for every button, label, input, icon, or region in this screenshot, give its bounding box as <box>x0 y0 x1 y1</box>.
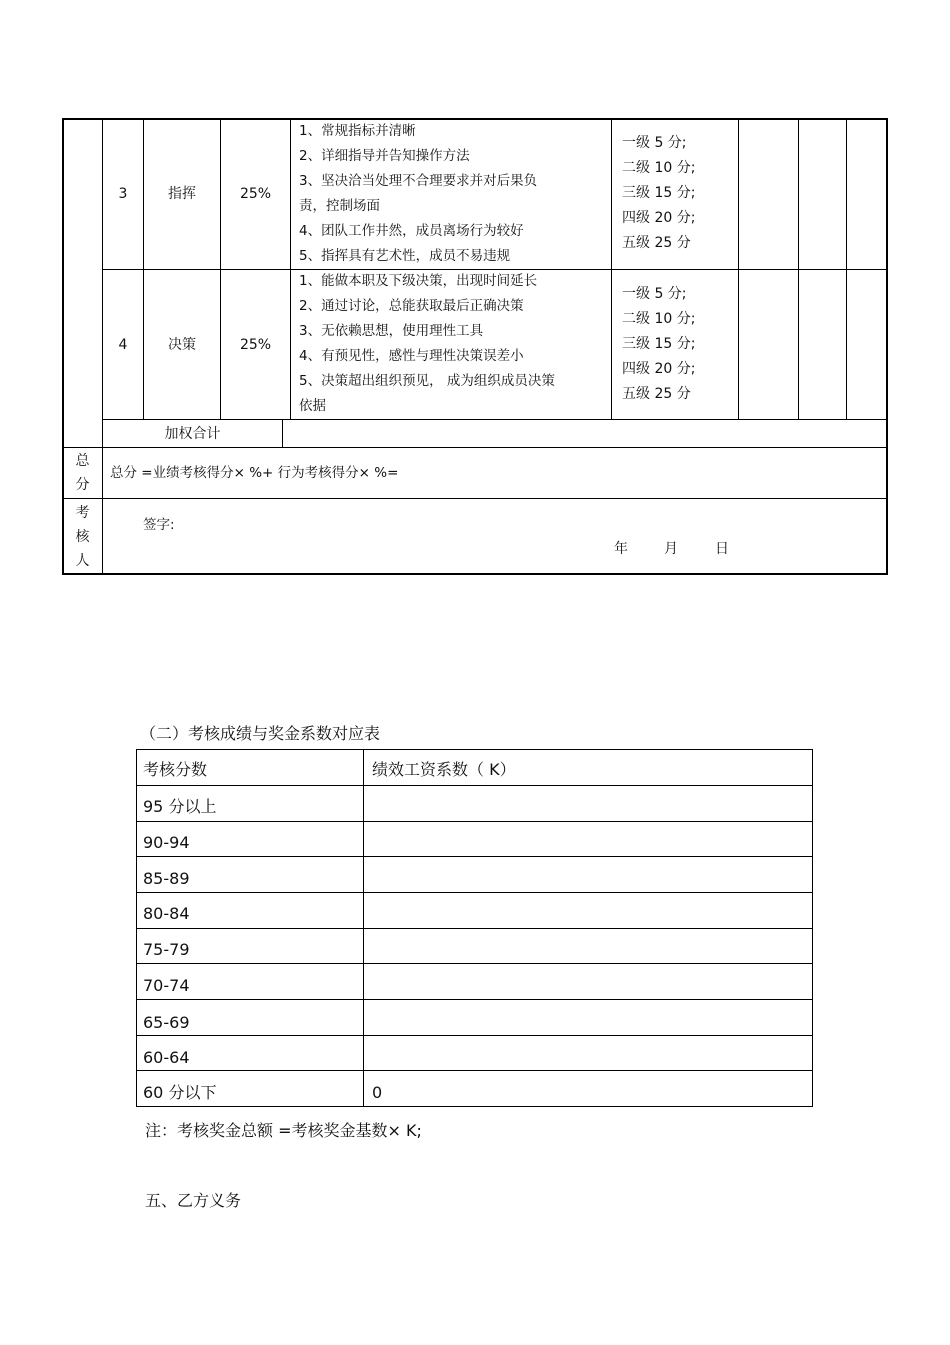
row-divider <box>62 447 887 448</box>
criteria-line: 责，控制场面 <box>299 198 380 214</box>
item-number: 4 <box>118 337 128 353</box>
total-score-label <box>63 449 102 497</box>
date-month: 月 <box>664 541 678 557</box>
label-char: 人 <box>75 553 90 569</box>
col-divider <box>363 749 364 1107</box>
score-cell: 85-89 <box>143 869 190 888</box>
label-char: 核 <box>75 529 90 545</box>
table-border-right <box>886 118 888 575</box>
criteria-line: 5、决策超出组织预见， 成为组织成员决策 <box>299 373 555 389</box>
grade-line: 三级 15 分; <box>622 336 696 352</box>
row-divider <box>102 419 887 420</box>
table-border-bottom <box>62 573 888 575</box>
score-cell: 95 分以上 <box>143 797 217 816</box>
row-divider <box>136 892 813 893</box>
grade-list <box>622 131 695 256</box>
item-number: 3 <box>118 186 128 202</box>
weighted-total-label: 加权合计 <box>164 426 221 442</box>
grade-line: 二级 10 分; <box>622 160 696 176</box>
section-title: 五、乙方义务 <box>145 1191 242 1210</box>
grade-line: 一级 5 分; <box>622 286 687 302</box>
bonus-note: 注：考核奖金总额 =考核奖金基数× K; <box>145 1121 422 1140</box>
header-coefficient: 绩效工资系数（ K） <box>372 760 516 779</box>
row-divider <box>62 498 887 499</box>
row-divider <box>136 1070 813 1071</box>
score-cell: 65-69 <box>143 1013 190 1032</box>
criteria-line: 4、有预见性，感性与理性决策误差小 <box>299 348 524 364</box>
row-divider <box>136 785 813 786</box>
criteria-line: 1、常规指标并清晰 <box>299 123 416 139</box>
row-divider <box>136 1035 813 1036</box>
criteria-line: 5、指挥具有艺术性，成员不易违规 <box>299 248 511 264</box>
criteria-line: 4、团队工作井然，成员离场行为较好 <box>299 223 524 239</box>
grade-line: 五级 25 分 <box>622 235 691 251</box>
criteria-line: 3、无依赖思想，使用理性工具 <box>299 323 484 339</box>
signature-label: 签字: <box>143 517 175 533</box>
row-divider <box>136 963 813 964</box>
grade-line: 一级 5 分; <box>622 135 687 151</box>
header-score: 考核分数 <box>143 760 208 779</box>
date-day: 日 <box>715 541 729 557</box>
criteria-list <box>299 269 555 419</box>
row-divider <box>136 999 813 1000</box>
col-divider <box>282 419 283 448</box>
date-year: 年 <box>614 541 628 557</box>
score-cell: 60-64 <box>143 1048 190 1067</box>
section-title: （二）考核成绩与奖金系数对应表 <box>140 724 381 743</box>
criteria-line: 依据 <box>299 398 326 414</box>
criteria-list <box>299 119 537 269</box>
item-weight: 25% <box>239 337 272 353</box>
row-divider <box>136 749 813 750</box>
criteria-line: 2、详细指导并告知操作方法 <box>299 148 470 164</box>
item-name: 决策 <box>168 337 196 353</box>
grade-list <box>622 282 695 407</box>
grade-line: 三级 15 分; <box>622 185 696 201</box>
grade-line: 四级 20 分; <box>622 210 696 226</box>
grade-line: 五级 25 分 <box>622 386 691 402</box>
criteria-line: 3、坚决洽当处理不合理要求并对后果负 <box>299 173 538 189</box>
score-cell: 70-74 <box>143 976 190 995</box>
criteria-line: 2、通过讨论，总能获取最后正确决策 <box>299 298 524 314</box>
reviewer-label <box>63 501 102 573</box>
score-cell: 90-94 <box>143 833 190 852</box>
grade-line: 四级 20 分; <box>622 361 696 377</box>
label-char: 分 <box>75 477 90 493</box>
score-cell: 75-79 <box>143 940 190 959</box>
col-divider <box>136 749 137 1107</box>
grade-line: 二级 10 分; <box>622 311 696 327</box>
row-divider <box>136 1106 813 1107</box>
row-divider <box>136 928 813 929</box>
criteria-line: 1、能做本职及下级决策，出现时间延长 <box>299 273 538 289</box>
col-divider <box>812 749 813 1107</box>
score-cell: 80-84 <box>143 904 190 923</box>
label-char: 考 <box>75 505 90 521</box>
row-divider <box>136 856 813 857</box>
total-score-formula: 总分 =业绩考核得分× %+ 行为考核得分× %= <box>110 465 399 481</box>
label-char: 总 <box>75 453 90 469</box>
item-weight: 25% <box>239 186 272 202</box>
row-divider <box>136 821 813 822</box>
item-name: 指挥 <box>168 186 196 202</box>
coefficient-cell: 0 <box>372 1083 383 1102</box>
score-cell: 60 分以下 <box>143 1083 217 1102</box>
